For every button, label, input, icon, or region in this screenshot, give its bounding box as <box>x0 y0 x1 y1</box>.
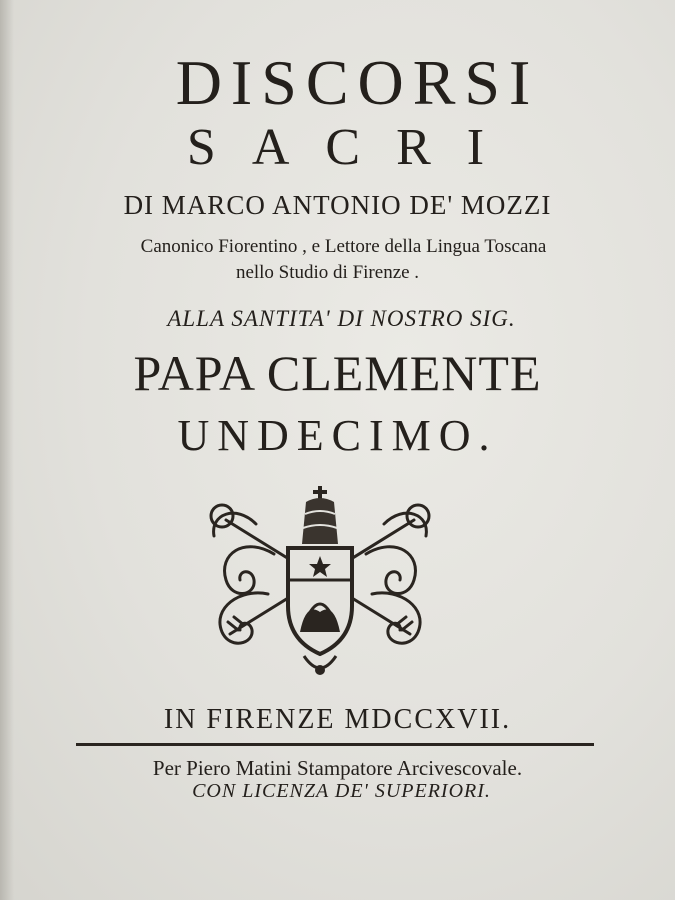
imprint-place-date: IN FIRENZE MDCCXVII. <box>163 704 512 735</box>
dedicatee-line-1: PAPA CLEMENTE <box>133 345 542 401</box>
dedication-line: ALLA SANTITA' DI NOSTRO SIG. <box>167 306 516 331</box>
author-role-line-1: Canonico Fiorentino , e Lettore della Lingua Toscana <box>140 236 547 257</box>
imprint-license: CON LICENZA DE' SUPERIORI. <box>192 780 491 802</box>
dedicatee-line-2: UNDECIMO. <box>177 411 498 460</box>
imprint-rule <box>76 743 594 746</box>
title-line-1: DISCORSI <box>175 47 540 118</box>
author-line: DI MARCO ANTONIO DE' MOZZI <box>123 190 552 220</box>
imprint-printer: Per Piero Matini Stampatore Arcivescovale. <box>152 756 523 780</box>
papal-coat-of-arms-icon <box>196 484 444 680</box>
title-line-2: SACRI <box>186 119 521 176</box>
author-role-line-2: nello Studio di Firenze . <box>235 262 420 283</box>
